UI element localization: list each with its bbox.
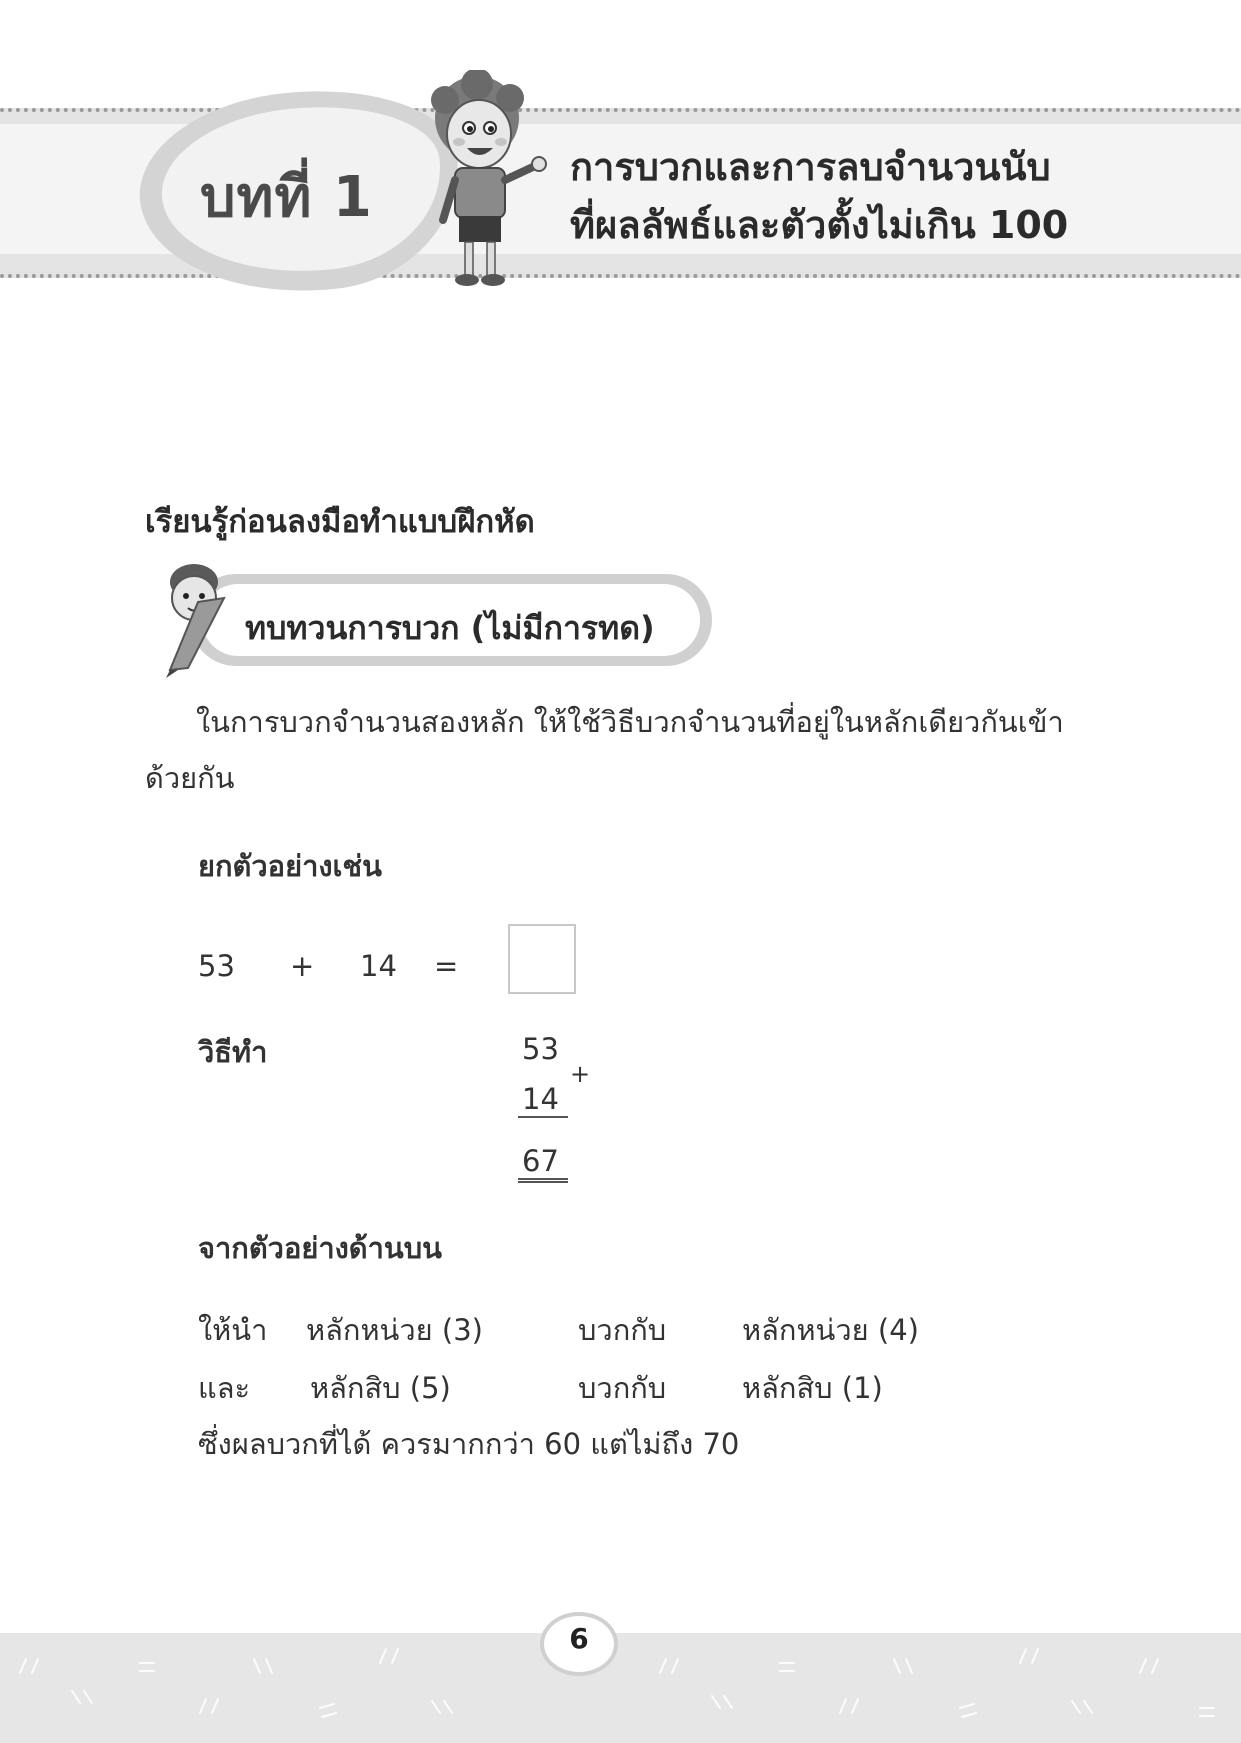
- equation-operand-b: 14: [360, 949, 397, 983]
- explain-row-1-col-4: หลักหน่วย (4): [742, 1313, 919, 1347]
- work-operator: +: [570, 1060, 591, 1088]
- explain-row-1-col-2: หลักหน่วย (3): [306, 1313, 483, 1347]
- section-heading: เรียนรู้ก่อนลงมือทำแบบฝึกหัด: [145, 504, 535, 540]
- chapter-title: [570, 138, 1230, 254]
- explain-row-2-col-1: และ: [198, 1371, 251, 1405]
- topic-heading: ทบทวนการบวก (ไม่มีการทด): [245, 609, 655, 647]
- girl-with-pencil-illustration: [158, 560, 238, 680]
- equation-equals: =: [434, 949, 459, 983]
- explain-row-2-col-2: หลักสิบ (5): [310, 1371, 451, 1405]
- answer-box[interactable]: [508, 924, 576, 994]
- chapter-title-line2: ที่ผลลัพธ์และตัวตั้งไม่เกิน 100: [570, 203, 1069, 247]
- conclusion-line: ซึ่งผลบวกที่ได้ ควรมากกว่า 60 แต่ไม่ถึง 70: [198, 1427, 740, 1461]
- page-number: 6: [569, 1622, 589, 1655]
- example-label: ยกตัวอย่างเช่น: [198, 849, 382, 883]
- intro-line-1: ในการบวกจำนวนสองหลัก ให้ใช้วิธีบวกจำนวนที่อยู่ในหลักเดียวกันเข้า: [196, 705, 1064, 739]
- work-result: 67: [518, 1144, 568, 1183]
- intro-line-2: ด้วยกัน: [145, 761, 235, 795]
- explain-row-2-col-3: บวกกับ: [578, 1371, 667, 1405]
- chapter-title-line1: การบวกและการลบจำนวนนับ: [570, 145, 1051, 189]
- equation-operator: +: [290, 949, 315, 983]
- explain-row-2-col-4: หลักสิบ (1): [742, 1371, 883, 1405]
- explain-row-1-col-3: บวกกับ: [578, 1313, 667, 1347]
- work-bottom-number: 14: [518, 1082, 568, 1118]
- equation-operand-a: 53: [198, 949, 235, 983]
- explain-label: จากตัวอย่างด้านบน: [198, 1231, 442, 1265]
- method-label: วิธีทำ: [198, 1035, 268, 1069]
- footer-pattern: [0, 1633, 1241, 1743]
- work-top-number: 53: [522, 1032, 559, 1066]
- chapter-label: บทที่ 1: [200, 165, 373, 230]
- boy-mascot-illustration: [415, 70, 555, 310]
- explain-row-1-col-1: ให้นำ: [198, 1313, 268, 1347]
